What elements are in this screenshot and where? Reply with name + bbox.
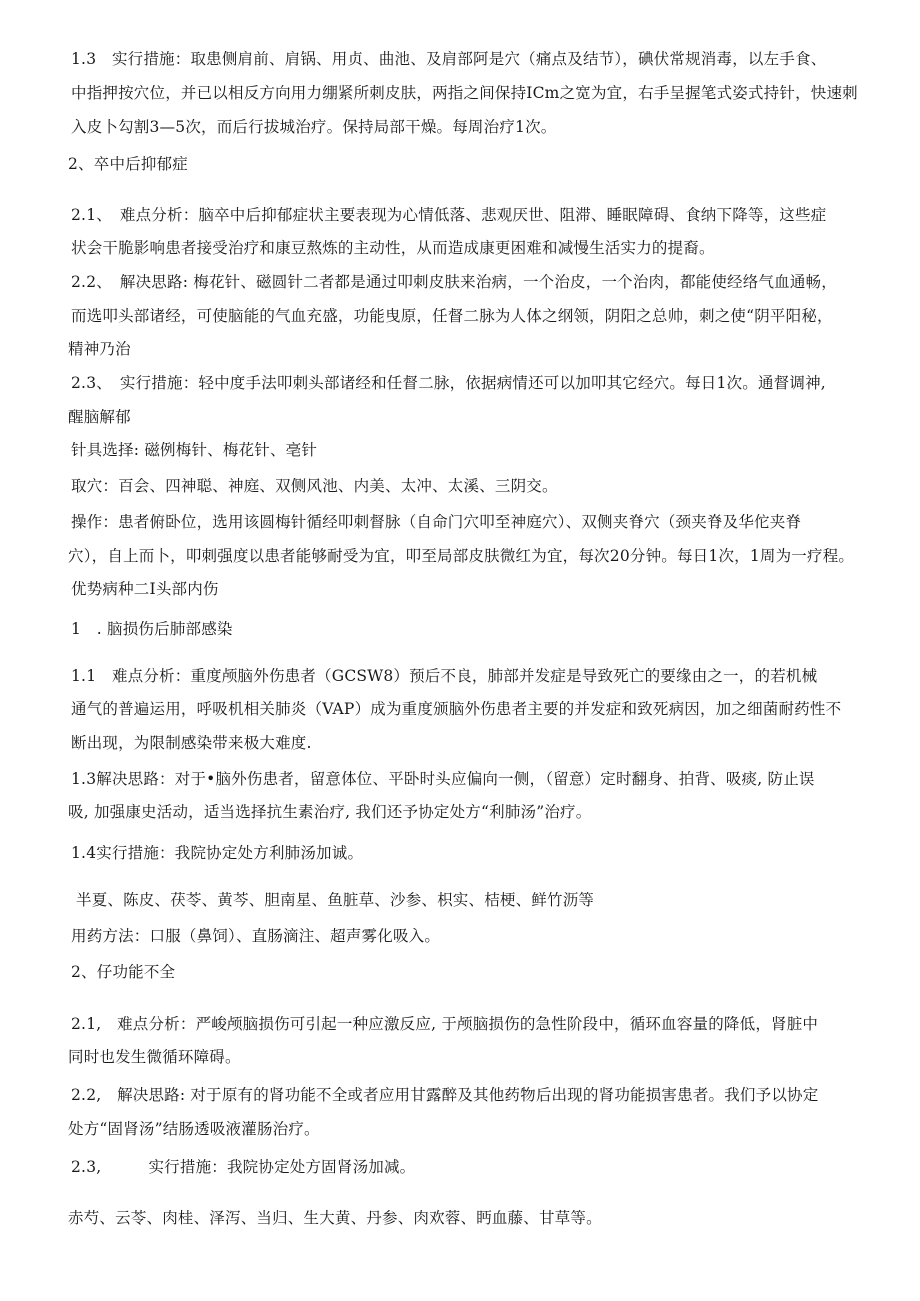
text-line: 取穴：百会、四神聪、神庭、双侧风池、内美、太冲、太溪、三阴交。 [71, 477, 558, 495]
text-line: 赤芍、云苓、肉桂、泽泻、当归、生大黄、丹参、肉欢蓉、眄血藤、甘草等。 [68, 1209, 602, 1227]
text-line: 1.3 实行措施：取患侧肩前、肩锅、用贞、曲池、及肩部阿是穴（痛点及结节），碘伏常规消毒，以左手食、 [71, 50, 827, 68]
text-line: 2.2, 解决思路: 对于原有的肾功能不全或者应用甘露醉及其他药物后出现的肾功能损害患者。我们予以协定 [71, 1086, 819, 1104]
text-line: 吸, 加强康史活动，适当选择抗生素治疗, 我们还予协定处方“利肺汤”治疗。 [68, 803, 592, 821]
section-heading: 2、卒中后抑郁症 [68, 155, 188, 173]
text-line: 处方“固肾汤”结肠透吸液灌肠治疗。 [68, 1120, 320, 1138]
section-heading: 1 . 脑损伤后肺部感染 [71, 620, 233, 638]
text-line: 1.4实行措施：我院协定处方利肺汤加诚。 [71, 844, 364, 862]
text-line: 用药方法：口服（鼻饲）、直肠滴注、超声雾化吸入。 [71, 927, 441, 945]
text-line: 针具选择: 磁例梅针、梅花针、亳针 [71, 441, 318, 459]
text-line: 精神乃治 [68, 340, 131, 358]
text-line: 半夏、陈皮、茯苓、黄芩、胆南星、鱼脏草、沙参、枳实、桔梗、鲜竹沥等 [76, 891, 595, 909]
text-line: 操作：患者俯卧位，选用该圆梅针循经叩刺督脉（自命门穴叩至神庭穴）、双侧夹脊穴（颈夹脊及华佗夹脊 [71, 513, 802, 531]
text-line: 入皮卜勾割3—5次，而后行拔城治疗。保持局部干燥。每周治疗1次。 [71, 118, 557, 136]
text-line: 2.1、 难点分析：脑卒中后抑郁症状主要表现为心情低落、悲观厌世、阻滞、睡眠障碍、食纳下降等，这些症 [71, 206, 827, 224]
text-line: 状会干脆影响患者接受治疗和康豆熬炼的主动性，从而造成康更困难和减慢生活实力的提裔。 [71, 239, 715, 257]
text-line: 中指押按穴位，并已以相反方向用力绷紧所刺皮肤，两指之间保持ICm之宽为宜，右手呈握笔式姿式持针，快速刺 [71, 84, 858, 102]
text-line: 2.1, 难点分析：严峻颅脑损伤可引起一种应激反应, 于颅脑损伤的急性阶段中，循环血容量的降低，肾脏中 [71, 1015, 819, 1033]
text-line: 穴），自上而卜，叩刺强度以患者能够耐受为宜，叩至局部皮肤微红为宜，每次20分钟。每日1次，1周为一疗程。 [68, 547, 855, 565]
text-line: 1.1 难点分析：重度颅脑外伤患者（GCSW8）预后不良，肺部并发症是导致死亡的要缘由之一，的若机械 [71, 667, 818, 685]
text-line: 2.3, 实行措施：我院协定处方固肾汤加减。 [71, 1158, 416, 1176]
section-heading: 优势病种二I头部内伤 [71, 580, 219, 598]
text-line: 同时也发生微循环障碍。 [68, 1048, 241, 1066]
text-line: 断出现，为限制感染带来极大难度. [71, 734, 312, 752]
text-line: 1.3解决思路：对于•脑外伤患者，留意体位、平卧时头应偏向一侧，（留意）定时翻身、拍背、吸痰, 防止误 [71, 770, 815, 788]
text-line: 醒脑解郁 [68, 408, 131, 426]
text-line: 2.3、 实行措施：轻中度手法叩刺头部诸经和任督二脉，依据病情还可以加叩其它经穴。每日1次。通督调神, [71, 374, 826, 392]
text-line: 2.2、 解决思路: 梅花针、磁圆针二者都是通过叩刺皮肤来治病，一个治皮，一个治肉，都能使经络气血通畅， [71, 273, 837, 291]
text-line: 通气的普遍运用，呼吸机相关肺炎（VAP）成为重度颁脑外伤患者主要的并发症和致死病因，加之细菌耐药性不 [71, 700, 842, 718]
text-line: 而选叩头部诸经，可使脑能的气血充盛，功能曳原，任督二脉为人体之纲领，阴阳之总帅，刺之使“阴平阳秘， [71, 307, 833, 325]
section-heading: 2、仔功能不全 [71, 963, 176, 981]
